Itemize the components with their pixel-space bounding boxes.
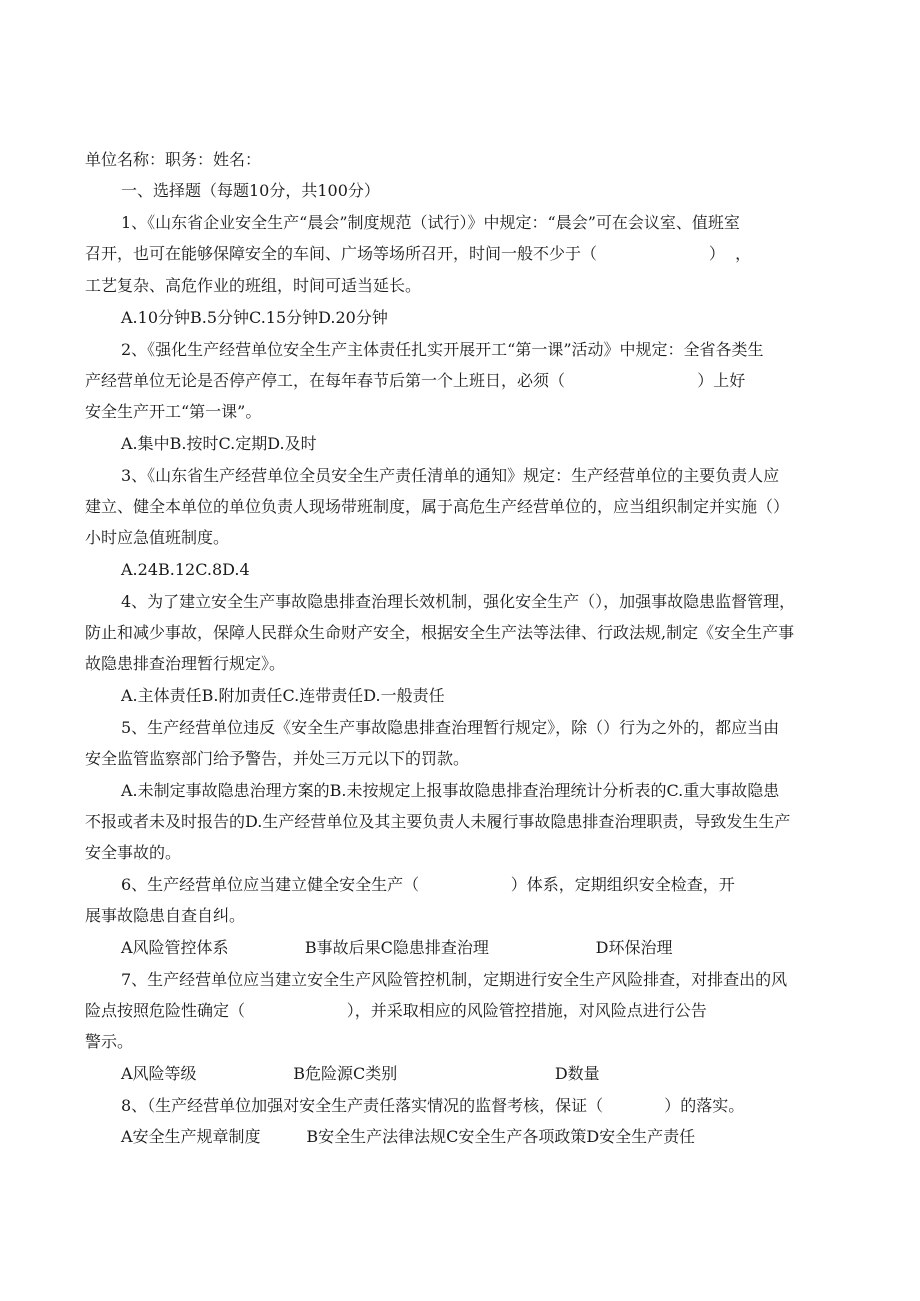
question-3-options: A.24B.12C.8D.4 [121, 560, 250, 579]
question-2-line-3: 安全生产开工“第一课”。 [85, 402, 262, 421]
question-4-line-2: 防止和减少事故，保障人民群众生命财产安全，根据安全生产法等法律、行政法规,制定《安全生产事 [85, 623, 795, 642]
question-6-line-2: 展事故隐患自查自纠。 [85, 906, 246, 925]
question-7-line-1: 7、生产经营单位应当建立安全生产风险管控机制，定期进行安全生产风险排查，对排查出的风 [121, 970, 788, 989]
question-1-line-2: 召开，也可在能够保障安全的车间、广场等场所召开，时间一般不少于（ ） ， [85, 244, 752, 263]
question-4-options: A.主体责任B.附加责任C.连带责任D.一般责任 [121, 686, 445, 705]
question-4-line-3: 故隐患排查治理暂行规定》。 [85, 654, 286, 673]
question-2-line-1: 2、《强化生产经营单位安全生产主体责任扎实开展开工“第一课”活动》中规定：全省各类生 [121, 340, 764, 359]
section-title: 一、选择题（每题10分，共100分） [121, 181, 380, 200]
question-5-line-1: 5、生产经营单位违反《安全生产事故隐患排查治理暂行规定》，除（）行为之外的，都应当由 [121, 718, 780, 737]
question-2-line-2: 产经营单位无论是否停产停工，在每年春节后第一个上班日，必须（ ）上好 [85, 371, 746, 390]
question-6-line-1: 6、生产经营单位应当建立健全安全生产（ ）体系，定期组织安全检查，开 [121, 875, 735, 894]
question-3-line-2: 建立、健全本单位的单位负责人现场带班制度，属于高危生产经营单位的，应当组织制定并实施（） [85, 497, 790, 516]
question-3-line-3: 小时应急值班制度。 [85, 528, 230, 547]
question-1-line-3: 工艺复杂、高危作业的班组，时间可适当延长。 [85, 276, 422, 295]
question-5-options-line-1: A.未制定事故隐患治理方案的B.未按规定上报事故隐患排查治理统计分析表的C.重大事故隐患 [121, 781, 780, 800]
question-7-line-3: 警示。 [85, 1032, 134, 1051]
question-7-line-2: 险点按照危险性确定（ ），并采取相应的风险管控措施，对风险点进行公告 [85, 1001, 707, 1020]
question-2-options: A.集中B.按时C.定期D.及时 [121, 434, 317, 453]
question-1-options: A.10分钟B.5分钟C.15分钟D.20分钟 [121, 308, 388, 327]
question-5-line-2: 安全监管监察部门给予警告，并处三万元以下的罚款。 [85, 749, 470, 768]
question-1-line-1: 1、《山东省企业安全生产“晨会”制度规范（试行）》中规定：“晨会”可在会议室、值班室 [121, 213, 740, 232]
question-7-options: A风险等级 B危险源C类别 D数量 [121, 1064, 600, 1083]
question-8-options: A安全生产规章制度 B安全生产法律法规C安全生产各项政策D安全生产责任 [121, 1127, 696, 1146]
question-4-line-1: 4、为了建立安全生产事故隐患排查治理长效机制，强化安全生产（），加强事故隐患监督管理， [121, 592, 796, 611]
question-6-options: A风险管控体系 B事故后果C隐患排查治理 D环保治理 [121, 938, 673, 957]
header-line: 单位名称：职务：姓名： [85, 150, 262, 169]
question-3-line-1: 3、《山东省生产经营单位全员安全生产责任清单的通知》规定：生产经营单位的主要负责人应 [121, 466, 780, 485]
question-5-options-line-3: 安全事故的。 [85, 843, 182, 862]
question-8-line-1: 8、（生产经营单位加强对安全生产责任落实情况的监督考核，保证（ ）的落实。 [121, 1096, 745, 1115]
question-5-options-line-2: 不报或者未及时报告的D.生产经营单位及其主要负责人未履行事故隐患排查治理职责，导致发生生产 [85, 812, 791, 831]
